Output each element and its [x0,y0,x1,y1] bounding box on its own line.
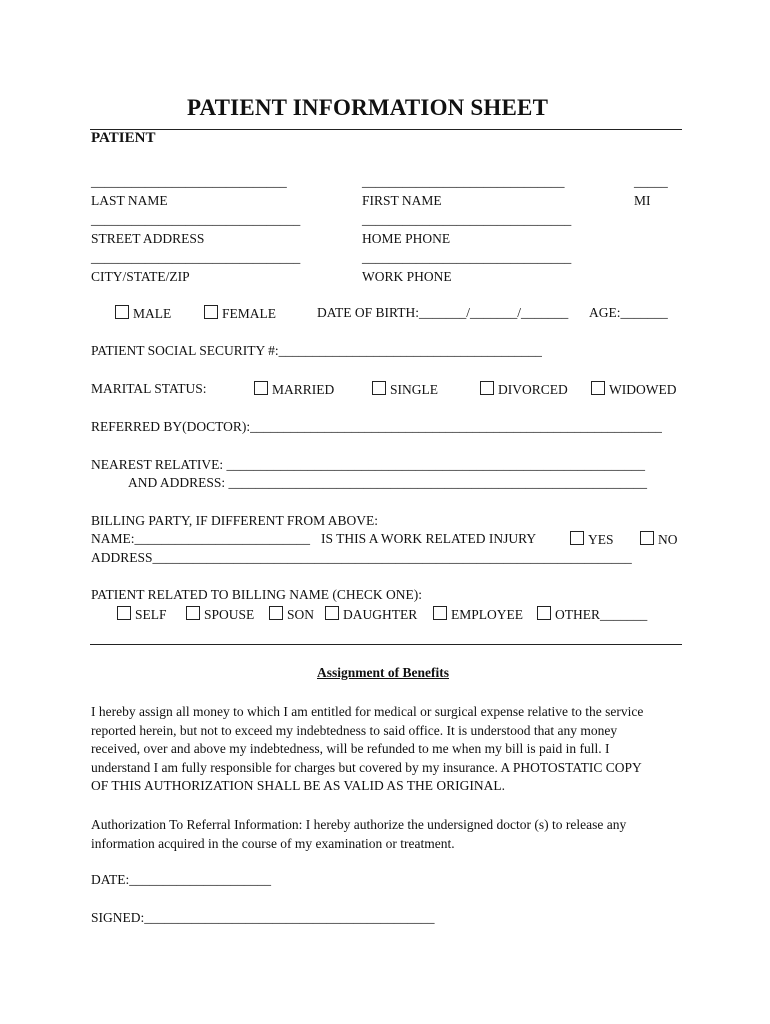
married-label: MARRIED [272,382,335,397]
spouse-checkbox[interactable] [186,606,200,620]
no-option[interactable] [640,531,678,548]
work-injury-label: IS THIS A WORK RELATED INJURY [321,531,537,546]
referred-by-field[interactable]: REFERRED BY(DOCTOR):_____________________________________________________________ [91,419,662,434]
assignment-line: understand I am fully responsible for charges but covered by my insurance. A PHOTOSTATIC COPY [91,759,642,775]
divorced-option[interactable] [480,381,568,398]
no-checkbox[interactable] [640,531,654,545]
signature-field[interactable]: SIGNED:___________________________________________ [91,910,435,925]
yes-label: YES [588,532,614,547]
female-label: FEMALE [222,306,276,321]
assignment-line: reported herein, but not to exceed my indebtedness to said office. It is understood that any money [91,722,618,738]
self-checkbox[interactable] [117,606,131,620]
single-checkbox[interactable] [372,381,386,395]
divorced-checkbox[interactable] [480,381,494,395]
mi-label: MI [634,193,651,208]
son-checkbox[interactable] [269,606,283,620]
widowed-checkbox[interactable] [591,381,605,395]
marital-status-label: MARITAL STATUS: [91,381,207,396]
work-phone-field[interactable]: _______________________________ [362,250,572,265]
street-address-field[interactable]: _______________________________ [91,212,301,227]
last-name-field[interactable]: _____________________________ [91,174,287,189]
billing-party-label: BILLING PARTY, IF DIFFERENT FROM ABOVE: [91,513,378,528]
patient-section-heading: PATIENT [91,130,156,146]
other-label: OTHER_______ [555,607,648,622]
assignment-line: OF THIS AUTHORIZATION SHALL BE AS VALID AS THE ORIGINAL. [91,778,506,793]
authorization-line: information acquired in the course of my examination or treatment. [91,835,455,851]
female-option[interactable] [204,305,276,322]
spouse-label: SPOUSE [204,607,255,622]
assignment-line: I hereby assign all money to which I am entitled for medical or surgical expense relative to the service [91,704,644,719]
son-option[interactable] [269,606,314,623]
assignment-heading: Assignment of Benefits [317,665,449,680]
last-name-label: LAST NAME [91,193,168,208]
home-phone-label: HOME PHONE [362,231,451,246]
widowed-option[interactable] [591,381,676,398]
work-phone-label: WORK PHONE [362,269,452,284]
son-label: SON [287,607,315,622]
other-option[interactable] [537,606,647,623]
single-option[interactable] [372,381,438,398]
daughter-label: DAUGHTER [343,607,418,622]
ssn-field[interactable]: PATIENT SOCIAL SECURITY #:_______________________________________ [91,343,542,358]
city-state-zip-field[interactable]: _______________________________ [91,250,301,265]
divorced-label: DIVORCED [498,382,568,397]
assignment-paragraph [91,703,691,796]
section-divider [90,644,682,645]
date-of-birth-field[interactable]: DATE OF BIRTH:_______/_______/_______ [317,305,569,320]
male-option[interactable] [115,305,171,322]
city-state-zip-label: CITY/STATE/ZIP [91,269,190,284]
single-label: SINGLE [390,382,438,397]
yes-checkbox[interactable] [570,531,584,545]
relative-address-field[interactable]: AND ADDRESS: ______________________________________________________________ [128,475,648,490]
first-name-field[interactable]: ______________________________ [362,174,565,189]
mi-field[interactable]: _____ [634,174,668,189]
title-divider [90,129,682,130]
first-name-label: FIRST NAME [362,193,442,208]
married-checkbox[interactable] [254,381,268,395]
male-label: MALE [133,306,172,321]
male-checkbox[interactable] [115,305,129,319]
daughter-checkbox[interactable] [325,606,339,620]
date-field[interactable]: DATE:_____________________ [91,872,271,887]
employee-checkbox[interactable] [433,606,447,620]
daughter-option[interactable] [325,606,417,623]
widowed-label: WIDOWED [609,382,677,397]
no-label: NO [658,532,678,547]
authorization-line: Authorization To Referral Information: I hereby authorize the undersigned doctor (s) to release any [91,817,627,832]
female-checkbox[interactable] [204,305,218,319]
employee-label: EMPLOYEE [451,607,523,622]
assignment-line: received, over and above my indebtedness, will be refunded to me when my bill is paid in full. I [91,741,610,756]
street-address-label: STREET ADDRESS [91,231,205,246]
employee-option[interactable] [433,606,523,623]
relation-label: PATIENT RELATED TO BILLING NAME (CHECK ONE): [91,587,422,602]
age-field[interactable]: AGE:_______ [589,305,668,320]
spouse-option[interactable] [186,606,254,623]
home-phone-field[interactable]: _______________________________ [362,212,572,227]
nearest-relative-field[interactable]: NEAREST RELATIVE: ______________________________________________________________ [91,457,645,472]
billing-address-field[interactable]: ADDRESS_______________________________________________________________________ [91,550,632,565]
married-option[interactable] [254,381,334,398]
other-checkbox[interactable] [537,606,551,620]
yes-option[interactable] [570,531,614,548]
authorization-paragraph [91,816,691,853]
self-label: SELF [135,607,167,622]
self-option[interactable] [117,606,167,623]
page-title: PATIENT INFORMATION SHEET [187,95,549,120]
billing-name-field[interactable]: NAME:__________________________ [91,531,310,546]
